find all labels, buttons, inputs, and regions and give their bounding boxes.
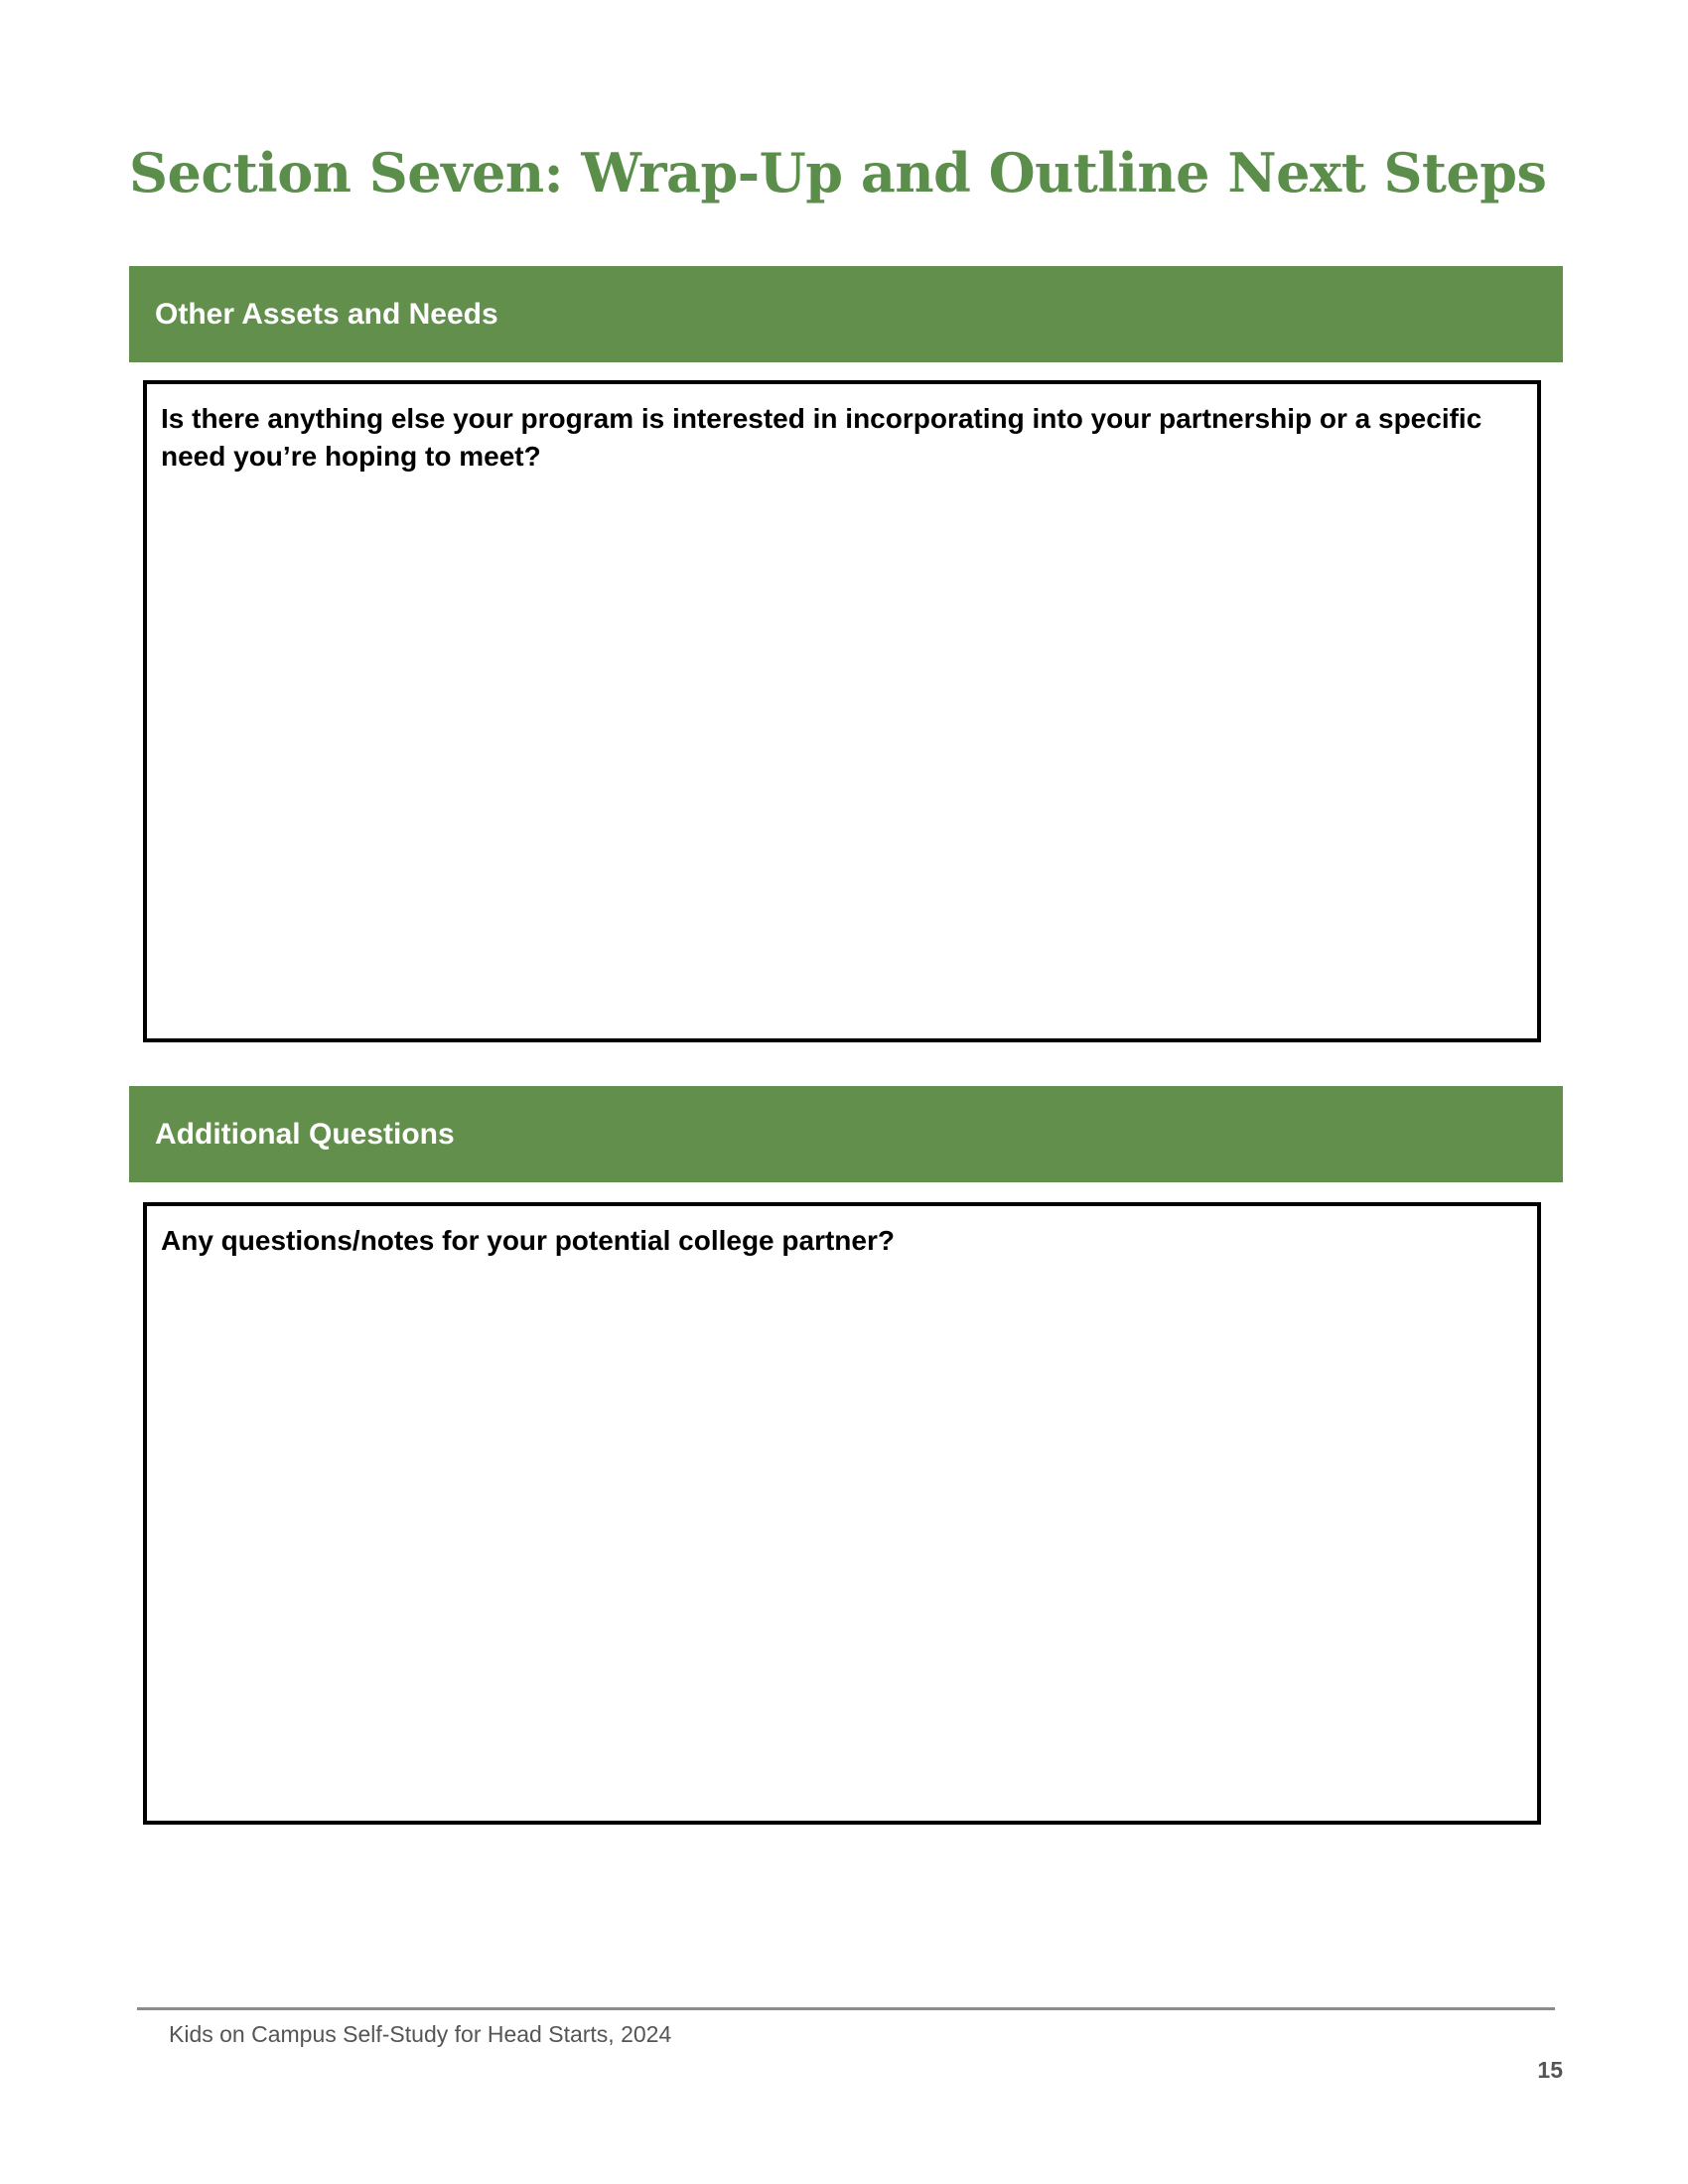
section-header-additional-questions (129, 1086, 1563, 1182)
answer-box-other-assets[interactable] (143, 380, 1541, 1042)
page-title: Section Seven: Wrap-Up and Outline Next Steps (129, 141, 1547, 205)
section-header-label: Other Assets and Needs (155, 297, 498, 331)
footer-divider (137, 2007, 1555, 2010)
section-header-other-assets (129, 266, 1563, 362)
footer-text: Kids on Campus Self-Study for Head Starts, 2024 (169, 2021, 672, 2047)
question-prompt: Is there anything else your program is interested in incorporating into your partnership or a specific need you’re hoping to meet? (161, 403, 1482, 472)
answer-box-additional-questions[interactable] (143, 1202, 1541, 1825)
section-header-label: Additional Questions (155, 1117, 455, 1151)
page-number: 15 (1537, 2057, 1563, 2083)
question-prompt: Any questions/notes for your potential college partner? (161, 1225, 895, 1256)
